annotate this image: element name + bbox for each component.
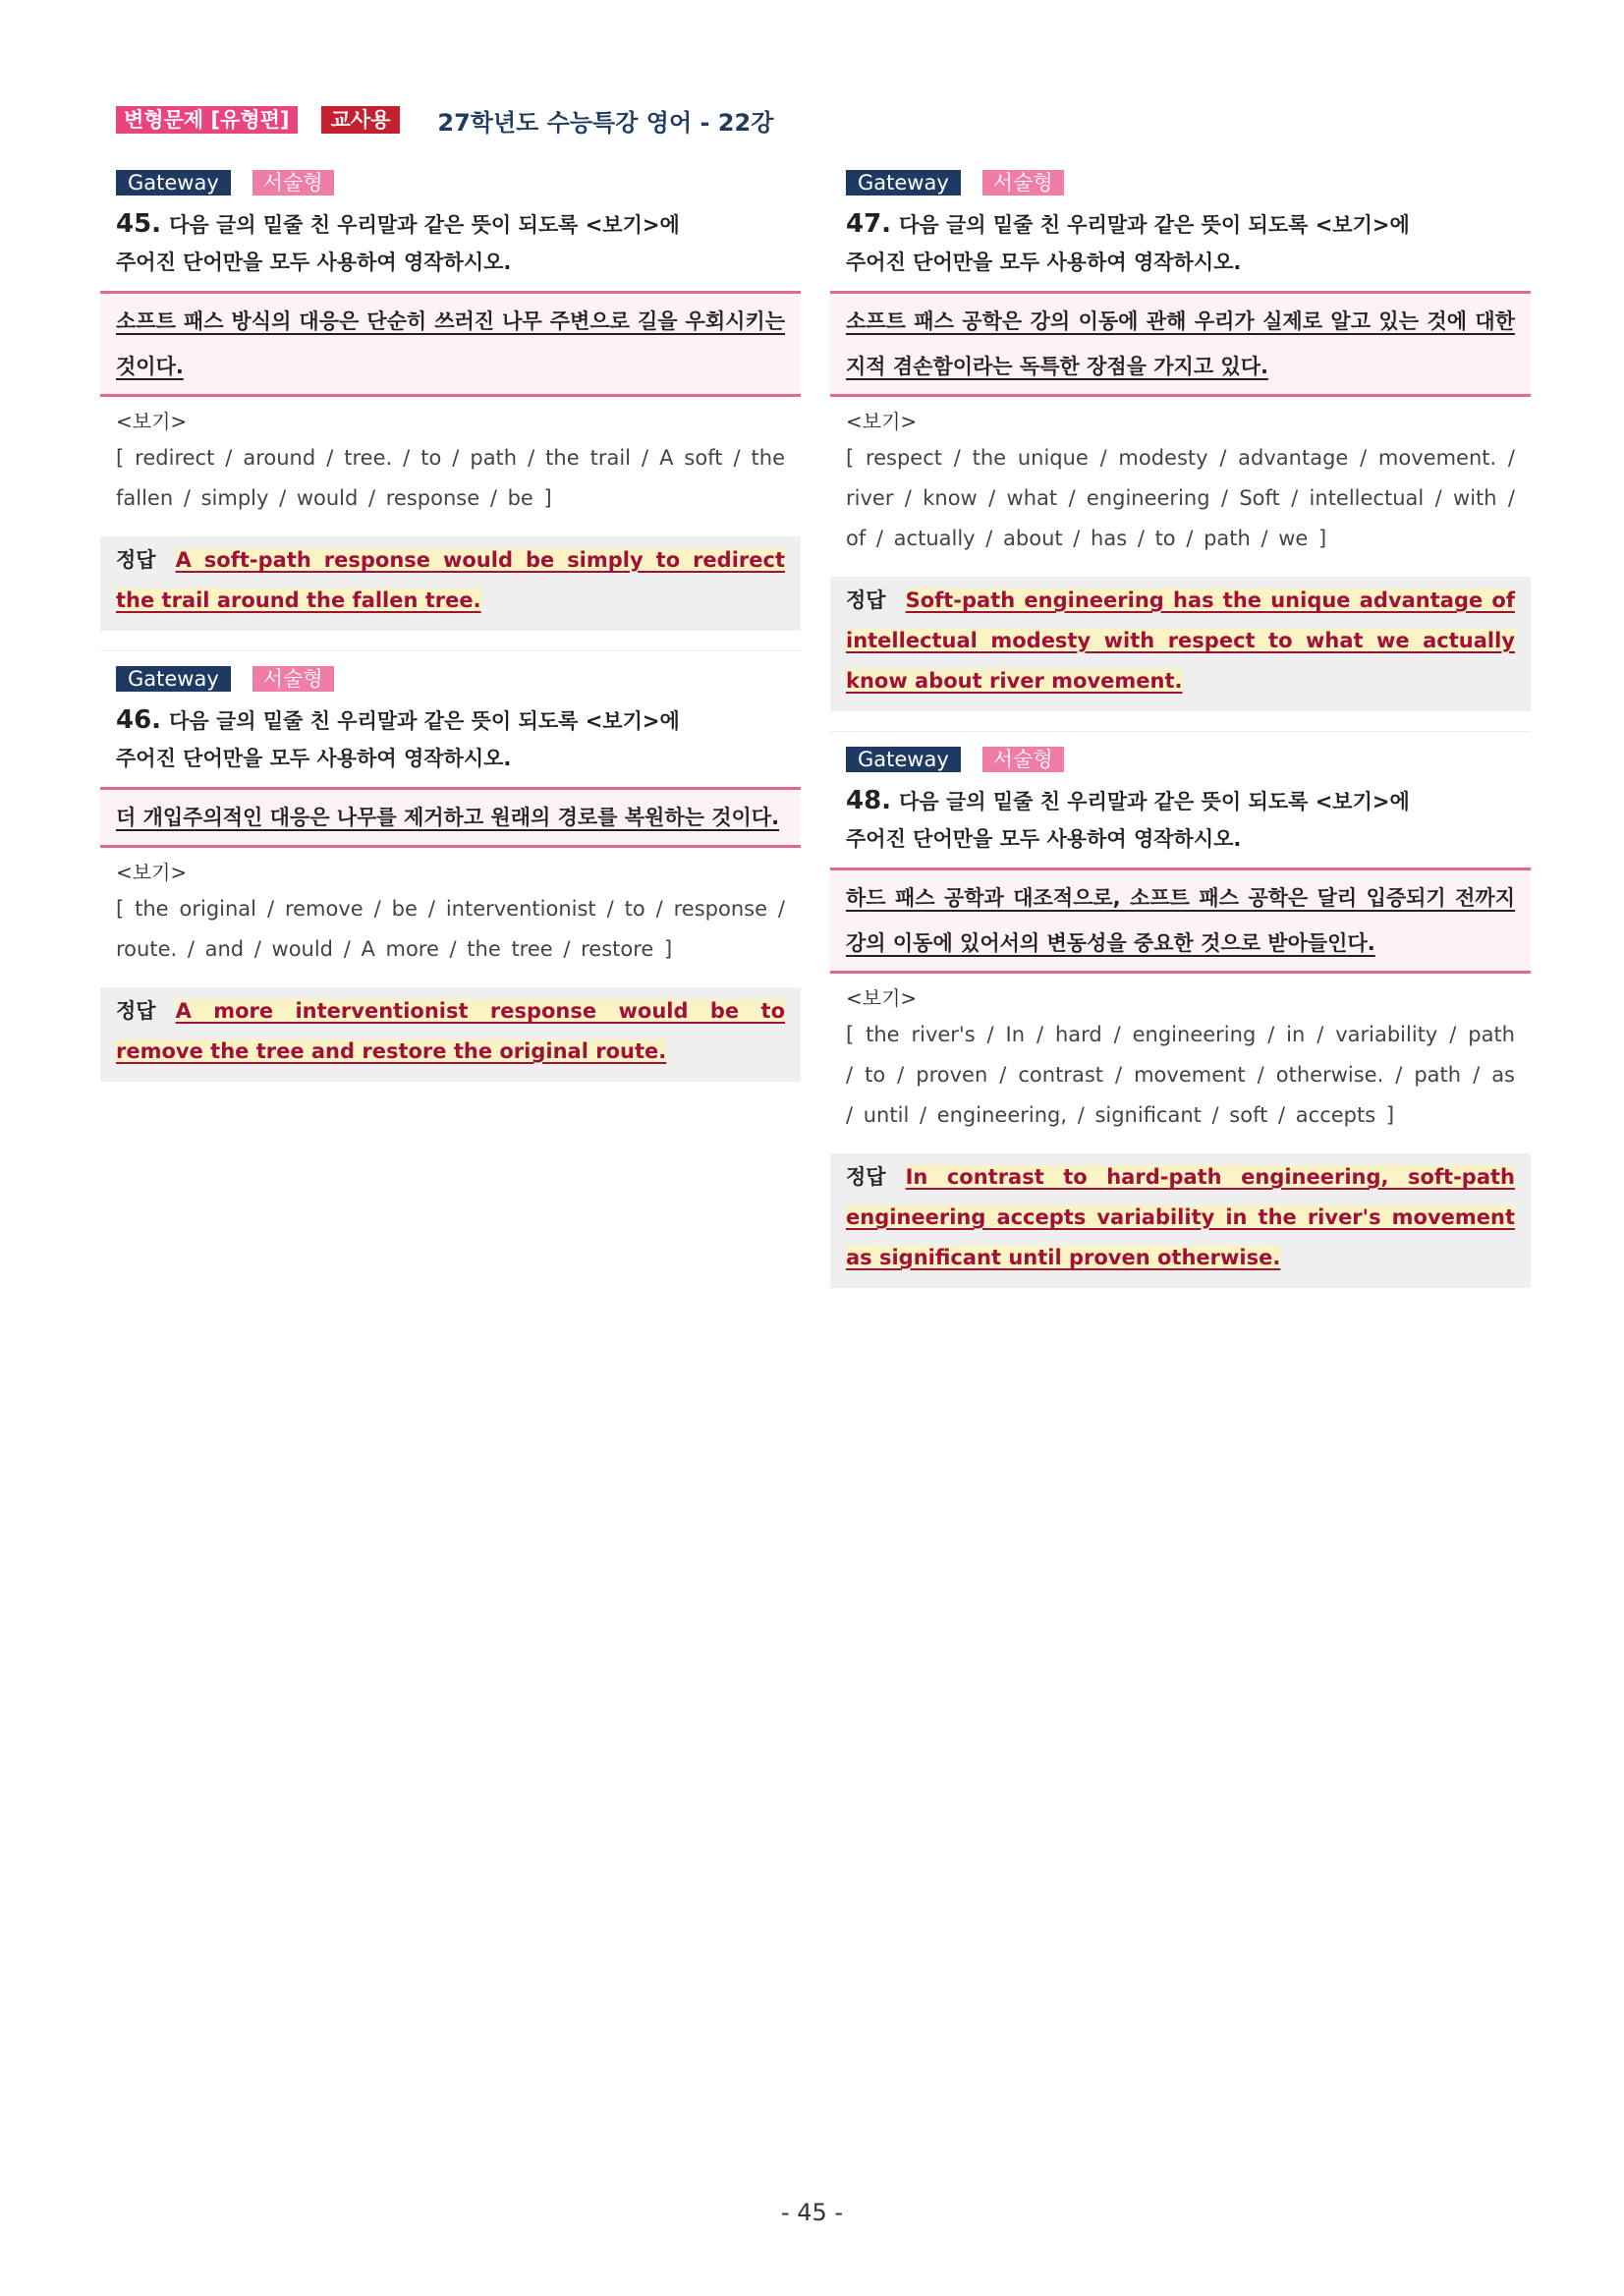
answer-box: [100, 536, 801, 631]
answer-box: [830, 1153, 1531, 1288]
type-badge: 서술형: [252, 170, 334, 196]
instruction-line-2: 주어진 단어만을 모두 사용하여 영작하시오.: [846, 251, 1242, 274]
answer-label: 정답: [846, 1165, 886, 1189]
problem-badges: [846, 169, 1531, 196]
page-number: - 45 -: [780, 2199, 844, 2226]
gateway-badge: Gateway: [846, 747, 961, 772]
bogi-word-list: [ the river's / In / hard / engineering / in / variability / path / to / proven / contrast / movement / otherwise. / path / as / until / engineering, / significant / soft / accepts ]: [846, 1023, 1515, 1127]
instruction-line-2: 주어진 단어만을 모두 사용하여 영작하시오.: [846, 827, 1242, 851]
problem-46: [100, 665, 801, 1082]
problem-badges: [846, 746, 1531, 772]
type-badge: 서술형: [982, 170, 1064, 196]
bogi-word-list: [ respect / the unique / modesty / advantage / movement. / river / know / what / engineering / Soft / intellectual / with / of / actually / about / has / to / path / we ]: [846, 446, 1515, 550]
right-column: [830, 169, 1531, 1288]
problem-48: [830, 746, 1531, 1288]
divider: [100, 650, 801, 651]
problem-number: 45.: [116, 209, 162, 239]
problem-number: 48.: [846, 786, 892, 815]
header-teacher-tag: 교사용: [321, 106, 401, 134]
header-category-tag: 변형문제 [유형편]: [116, 106, 298, 134]
answer-box: [830, 577, 1531, 711]
problem-badges: [116, 169, 801, 196]
korean-sentence: 더 개입주의적인 대응은 나무를 제거하고 원래의 경로를 복원하는 것이다.: [100, 787, 801, 848]
problem-number: 47.: [846, 209, 892, 239]
left-column: [100, 169, 801, 1082]
problem-number: 46.: [116, 705, 162, 735]
problem-instruction: [116, 701, 801, 777]
korean-sentence: 하드 패스 공학과 대조적으로, 소프트 패스 공학은 달리 입증되기 전까지 강의 이동에 있어서의 변동성을 중요한 것으로 받아들인다.: [830, 868, 1531, 974]
answer-text: A soft-path response would be simply to redirect the trail around the fallen tree.: [116, 548, 785, 612]
bogi-label: <보기>: [116, 861, 188, 884]
problem-badges: [116, 665, 801, 692]
answer-text: In contrast to hard-path engineering, soft-path engineering accepts variability in the river's movement as significant until proven otherwise.: [846, 1165, 1515, 1269]
instruction-line-2: 주어진 단어만을 모두 사용하여 영작하시오.: [116, 251, 512, 274]
instruction-line-2: 주어진 단어만을 모두 사용하여 영작하시오.: [116, 747, 512, 770]
bogi-word-list: [ the original / remove / be / interventionist / to / response / route. / and / would / A more / the tree / restore ]: [116, 897, 785, 961]
divider: [830, 731, 1531, 732]
korean-sentence: 소프트 패스 공학은 강의 이동에 관해 우리가 실제로 알고 있는 것에 대한 지적 겸손함이라는 독특한 장점을 가지고 있다.: [830, 291, 1531, 397]
gateway-badge: Gateway: [116, 170, 231, 196]
instruction-line-1: 다음 글의 밑줄 친 우리말과 같은 뜻이 되도록 <보기>에: [169, 213, 680, 237]
answer-box: [100, 987, 801, 1082]
gateway-badge: Gateway: [116, 666, 231, 692]
gateway-badge: Gateway: [846, 170, 961, 196]
answer-label: 정답: [846, 588, 886, 612]
header-title: 27학년도 수능특강 영어 - 22강: [437, 108, 774, 137]
problem-instruction: [846, 782, 1531, 858]
korean-sentence: 소프트 패스 방식의 대응은 단순히 쓰러진 나무 주변으로 길을 우회시키는 것이다.: [100, 291, 801, 397]
instruction-line-1: 다음 글의 밑줄 친 우리말과 같은 뜻이 되도록 <보기>에: [899, 790, 1410, 813]
bogi-word-list: [ redirect / around / tree. / to / path / the trail / A soft / the fallen / simply / would / response / be ]: [116, 446, 785, 510]
answer-text: Soft-path engineering has the unique advantage of intellectual modesty with respect to what we actually know about river movement.: [846, 588, 1515, 693]
answer-text: A more interventionist response would be to remove the tree and restore the original route.: [116, 999, 785, 1063]
instruction-line-1: 다음 글의 밑줄 친 우리말과 같은 뜻이 되도록 <보기>에: [899, 213, 1410, 237]
problem-47: [830, 169, 1531, 711]
problem-instruction: [116, 205, 801, 281]
page-header: [116, 104, 773, 136]
problem-instruction: [846, 205, 1531, 281]
bogi-label: <보기>: [116, 410, 188, 433]
answer-label: 정답: [116, 548, 156, 572]
type-badge: 서술형: [982, 747, 1064, 772]
bogi-label: <보기>: [846, 986, 918, 1010]
type-badge: 서술형: [252, 666, 334, 692]
bogi-label: <보기>: [846, 410, 918, 433]
problem-45: [100, 169, 801, 631]
answer-label: 정답: [116, 999, 156, 1023]
instruction-line-1: 다음 글의 밑줄 친 우리말과 같은 뜻이 되도록 <보기>에: [169, 709, 680, 733]
